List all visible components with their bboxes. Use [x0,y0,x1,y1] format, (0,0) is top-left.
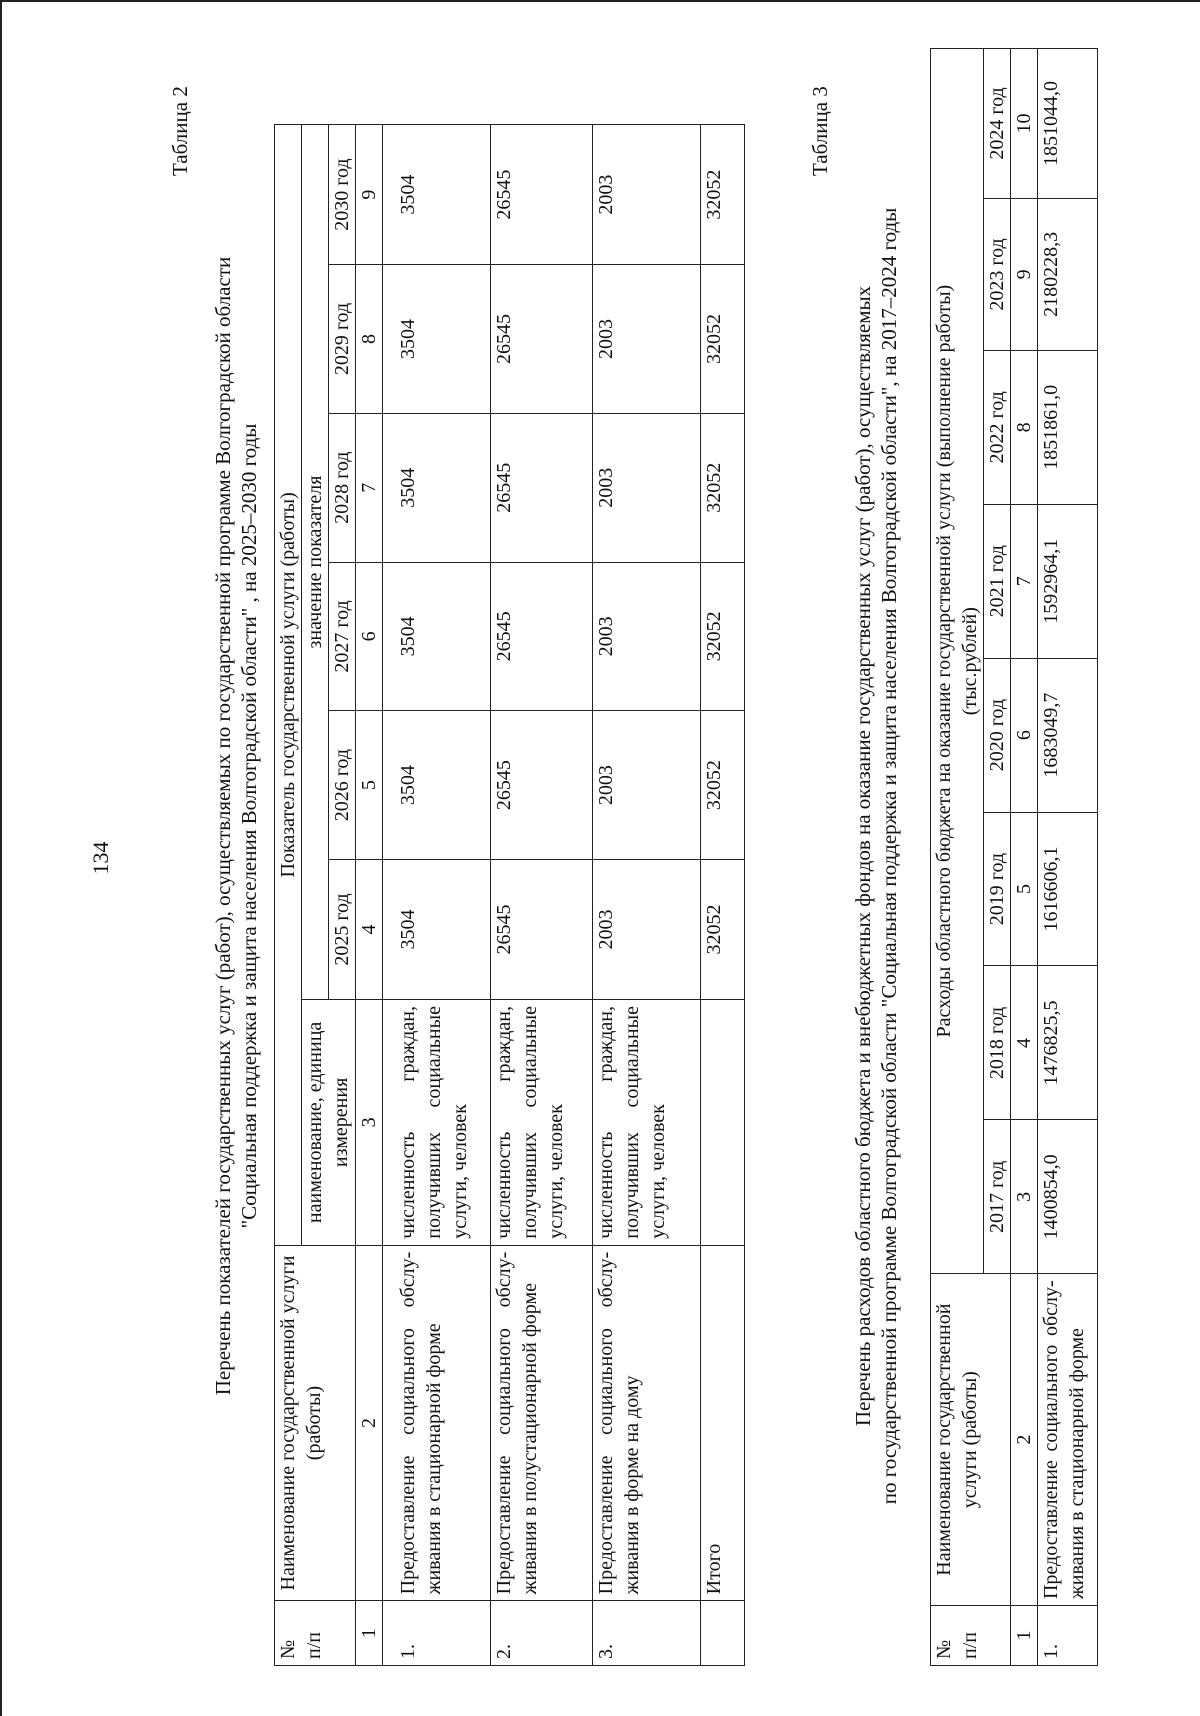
table-2-year: 2028 год [329,413,356,562]
row-value: 26545 [491,125,593,265]
table-3-header-expenses [931,49,984,1274]
table-2-colnum: 3 [356,1000,383,1246]
table-3-colnum: 4 [1011,966,1038,1120]
table-3-colnum: 7 [1011,504,1038,658]
row-service-name: Предоставление социального обслу-живания в полустационарной форме [491,1245,593,1601]
table-2-title-line2: "Социальная поддержка и защита населения Волгоградской области" , на 2025–2030 годы [237,423,261,1229]
table-2-title [210,96,262,1556]
row-service-name: Предоставление социального обслу-живания в форме на дому [593,1245,701,1601]
row-num: 1. [1038,1606,1098,1666]
table-3-year: 2018 год [984,966,1011,1120]
row-value: 2003 [593,413,701,562]
table-2-year: 2025 год [329,859,356,999]
table-2-header-row-1 [275,125,302,1666]
table-2-header-num: № п/п [275,1601,356,1666]
total-value: 32052 [701,859,745,999]
table-2-year: 2029 год [329,265,356,414]
table-2-colnum: 2 [356,1245,383,1601]
row-value: 2003 [593,265,701,414]
row-value: 2003 [593,125,701,265]
table-3-colnum: 8 [1011,350,1038,504]
table-row [383,125,491,1666]
row-value: 3504 [383,711,491,860]
row-num: 3. [593,1601,701,1666]
table-3-col-numbers [1011,49,1038,1666]
table-3-header-name: Наименование государственной услуги (работы) [931,1274,1011,1606]
table-row [1038,49,1098,1666]
table-3-year: 2017 год [984,1120,1011,1274]
table-3-year: 2022 год [984,350,1011,504]
row-value: 1476825,5 [1038,966,1098,1120]
row-value: 1851044,0 [1038,49,1098,199]
table-2-header-unit: наименование, единица измерения [302,1000,356,1246]
row-value: 1400854,0 [1038,1120,1098,1274]
table-3-header-units: (тыс.рублей) [959,607,981,716]
row-value: 3504 [383,859,491,999]
row-num: 2. [491,1601,593,1666]
table-3-header-expenses-text: Расходы областного бюджета на оказание государственной услуги (выполнение работы) [933,284,955,1038]
table-2-colnum: 9 [356,125,383,265]
row-value: 1592964,1 [1038,504,1098,658]
row-unit: численность граждан, получивших социальные услуги, человек [593,1000,701,1246]
row-value: 3504 [383,562,491,711]
table-2-col-numbers [356,125,383,1666]
row-service-name: Предоставление социального обслу-живания в стационарной форме [1038,1274,1098,1606]
row-value: 3504 [383,413,491,562]
row-value: 3504 [383,265,491,414]
table-3-colnum: 2 [1011,1274,1038,1606]
total-unit [701,1000,745,1246]
row-value: 26545 [491,265,593,414]
table-2-colnum: 8 [356,265,383,414]
row-value: 26545 [491,562,593,711]
table-3-colnum: 3 [1011,1120,1038,1274]
table-3-year: 2019 год [984,812,1011,966]
row-unit: численность граждан, получивших социальные услуги, человек [491,1000,593,1246]
row-value: 2003 [593,711,701,860]
table-3 [930,48,1098,1666]
table-3-title [850,116,902,1596]
table-2-colnum: 4 [356,859,383,999]
row-value: 1616606,1 [1038,812,1098,966]
row-unit: численность граждан, получивших социальные услуги, человек [383,1000,491,1246]
table-2-colnum: 5 [356,711,383,860]
row-value: 26545 [491,859,593,999]
table-3-header-num: № п/п [931,1606,1011,1666]
table-3-year: 2020 год [984,658,1011,812]
total-label: Итого [701,1245,745,1601]
table-3-colnum: 1 [1011,1606,1038,1666]
total-value: 32052 [701,265,745,414]
row-value: 3504 [383,125,491,265]
row-value: 1851861,0 [1038,350,1098,504]
table-2-colnum: 1 [356,1601,383,1666]
row-value: 2003 [593,859,701,999]
table-2-title-line1: Перечень показателей государственных услуг (работ), осуществляемых по государственной программе Волгоградской области [211,256,235,1396]
table-3-header-row-1 [931,49,984,1666]
total-value: 32052 [701,125,745,265]
table-3-year: 2023 год [984,198,1011,350]
table-row [593,125,701,1666]
row-value: 1683049,7 [1038,658,1098,812]
total-value: 32052 [701,562,745,711]
table-2-year: 2026 год [329,711,356,860]
row-value: 26545 [491,413,593,562]
table-2-year: 2030 год [329,125,356,265]
table-2-colnum: 6 [356,562,383,711]
table-row-total [701,125,745,1666]
table-2-header-value: значение показателя [302,125,329,1000]
table-3-colnum: 10 [1011,49,1038,199]
table-3-colnum: 6 [1011,658,1038,812]
table-3-title-line2: по государственной программе Волгоградской области "Социальная поддержка и защита населения Волгоградской области", на 2017–2024 годы [877,207,901,1505]
table-2-year: 2027 год [329,562,356,711]
row-value: 2003 [593,562,701,711]
row-num: 1. [383,1601,491,1666]
table-2-header-indicator: Показатель государственной услуги (работы) [275,125,302,1246]
row-service-name: Предоставление социального обслу-живания в стационарной форме [383,1245,491,1601]
table-2-label: Таблица 2 [168,86,192,176]
page-number: 134 [88,841,113,875]
table-3-year: 2024 год [984,49,1011,199]
total-num [701,1601,745,1666]
table-2-header-name: Наименование государственной услуги (работы) [275,1245,356,1601]
table-2 [274,124,745,1666]
total-value: 32052 [701,711,745,860]
table-3-year: 2021 год [984,504,1011,658]
row-value: 26545 [491,711,593,860]
table-2-colnum: 7 [356,413,383,562]
table-3-colnum: 5 [1011,812,1038,966]
table-3-label: Таблица 3 [808,86,832,176]
table-3-title-line1: Перечень расходов областного бюджета и внебюджетных фондов на оказание государственных услуг (работ), осуществляемых [851,285,875,1427]
total-value: 32052 [701,413,745,562]
row-value: 2180228,3 [1038,198,1098,350]
table-row [491,125,593,1666]
table-3-colnum: 9 [1011,198,1038,350]
